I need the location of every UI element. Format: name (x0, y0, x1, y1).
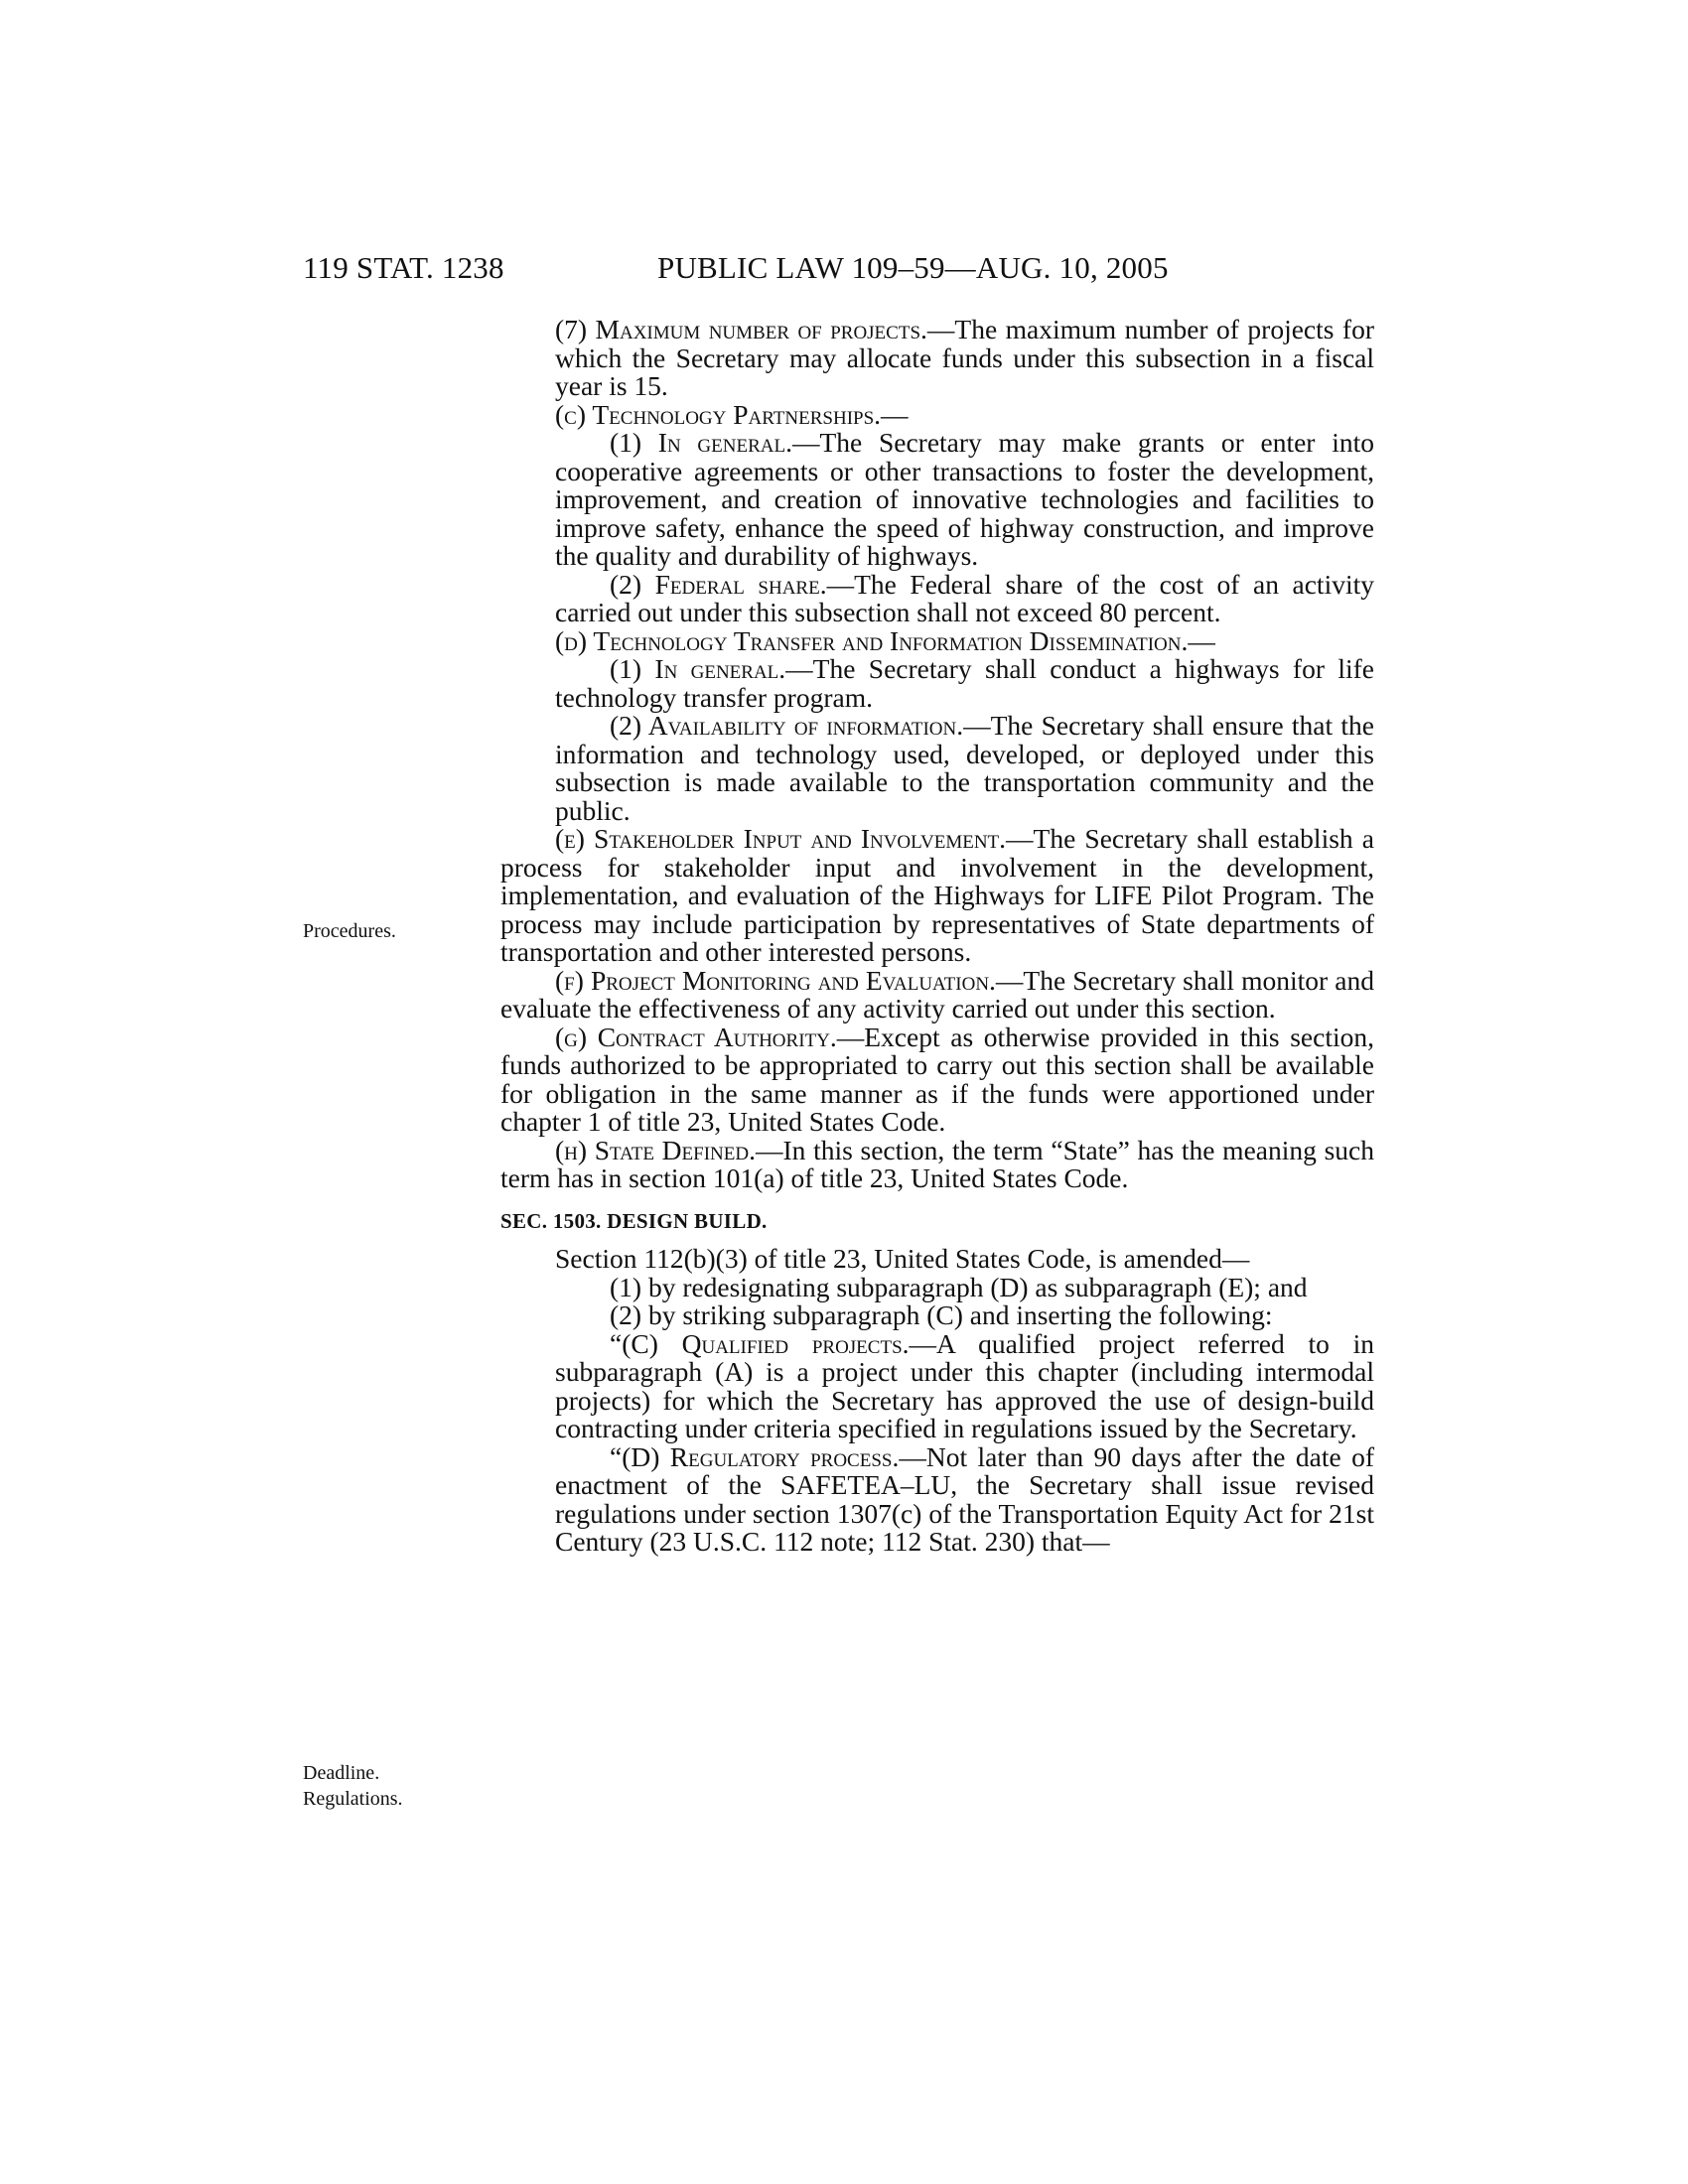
subsection-f-monitoring (500, 964, 1374, 1024)
paragraph-heading: (7) Maximum number of projects. (555, 314, 927, 344)
paragraph-heading: (2) Availability of information. (610, 710, 964, 741)
subsection-c-heading (500, 398, 1374, 430)
subsection-body: —The Secretary shall monitor and evaluate the effectiveness of any activity carried out under this section. (500, 964, 1374, 1024)
amendment-item-2: (2) by striking subparagraph (C) and inserting the following: (610, 1299, 1273, 1330)
paragraph-body: —Not later than 90 days after the date of enactment of the SAFETEA–LU, the Secretary shall issue revised regulations under section 1307(c) of the Transportation Equity Act for 21st Century (23 U.S.C. 112 note; 112 Stat. 230) that— (555, 1440, 1374, 1557)
subsection-heading: (e) Stakeholder Input and Involvement. (555, 823, 1007, 854)
main-text-column (500, 316, 1374, 1557)
inserted-c-text (555, 1327, 1374, 1443)
paragraph-7-maximum-projects (500, 316, 1374, 401)
subsection-e-stakeholder (500, 825, 1374, 967)
paragraph-d1-in-general (500, 655, 1374, 712)
paragraph-d2-availability (500, 712, 1374, 825)
subsection-g-contract-authority (500, 1021, 1374, 1137)
paragraph-heading: “(C) Qualified projects. (610, 1327, 910, 1359)
paragraph-body: —The maximum number of projects for which the Secretary may allocate funds under this subsection in a fiscal year is 15. (555, 314, 1374, 401)
paragraph-body: —The Secretary shall ensure that the information and technology used, developed, or deployed under this subsection is made available to the transportation community and the public. (555, 710, 1374, 826)
subsection-h-state-defined (500, 1134, 1374, 1193)
subsection-body: —The Secretary shall establish a process for stakeholder input and involvement in the development, implementation, and evaluation of the Highways for LIFE Pilot Program. The process may include participation by representatives of State departments of transportation and other interested persons. (500, 823, 1374, 967)
subsection-heading: (c) Technology Partnerships.— (555, 398, 909, 430)
margin-note-regulations: Regulations. (303, 1788, 403, 1810)
paragraph-body: —The Secretary may make grants or enter into cooperative agreements or other transactions to foster the development, improvement, and creation of innovative technologies and facilities to improve safety, enhance the speed of highway construction, and improve the quality and durability of highways. (555, 427, 1374, 571)
paragraph-heading: (2) Federal share. (610, 568, 827, 600)
subsection-heading: (f) Project Monitoring and Evaluation. (555, 964, 996, 996)
paragraph-heading: “(D) Regulatory process. (610, 1440, 900, 1472)
subsection-body: —Except as otherwise provided in this section, funds authorized to be appropriated to carry out this section shall be available for obligation in the same manner as if the funds were apportioned under chapter 1 of title 23, United States Code. (500, 1021, 1374, 1137)
paragraph-body: —A qualified project referred to in subparagraph (A) is a project under this chapter (including intermodal projects) for which the Secretary has approved the use of design-build contracting under criteria specified in regulations issued by the Secretary. (555, 1327, 1374, 1443)
subsection-d-heading (500, 624, 1374, 656)
public-law-header: PUBLIC LAW 109–59—AUG. 10, 2005 (657, 250, 1169, 285)
subsection-heading: (g) Contract Authority. (555, 1021, 837, 1052)
paragraph-heading: (1) In general. (610, 653, 786, 684)
amendment-item-1: (1) by redesignating subparagraph (D) as subparagraph (E); and (610, 1271, 1308, 1302)
inserted-d-text (555, 1440, 1374, 1557)
section-1503-intro: Section 112(b)(3) of title 23, United States Code, is amended— (555, 1243, 1250, 1274)
paragraph-c2-federal-share (500, 568, 1374, 627)
margin-note-procedures: Procedures. (303, 920, 396, 942)
inserted-subparagraph-c (500, 1327, 1374, 1443)
section-1503-heading: SEC. 1503. DESIGN BUILD. (500, 1208, 768, 1233)
subsection-heading: (d) Technology Transfer and Information Dissemination.— (555, 624, 1215, 656)
inserted-subparagraph-d (500, 1440, 1374, 1557)
paragraph-c1-in-general (500, 429, 1374, 571)
subsection-body: —In this section, the term “State” has the meaning such term has in section 101(a) of title 23, United States Code. (500, 1134, 1374, 1193)
subsection-heading: (h) State Defined. (555, 1134, 756, 1165)
paragraph-heading: (1) In general. (610, 427, 792, 458)
paragraph-body: —The Federal share of the cost of an activity carried out under this subsection shall not exceed 80 percent. (555, 568, 1374, 627)
paragraph-body: —The Secretary shall conduct a highways for life technology transfer program. (555, 653, 1374, 713)
margin-note-deadline: Deadline. (303, 1762, 380, 1784)
statute-page-number: 119 STAT. 1238 (303, 250, 504, 285)
